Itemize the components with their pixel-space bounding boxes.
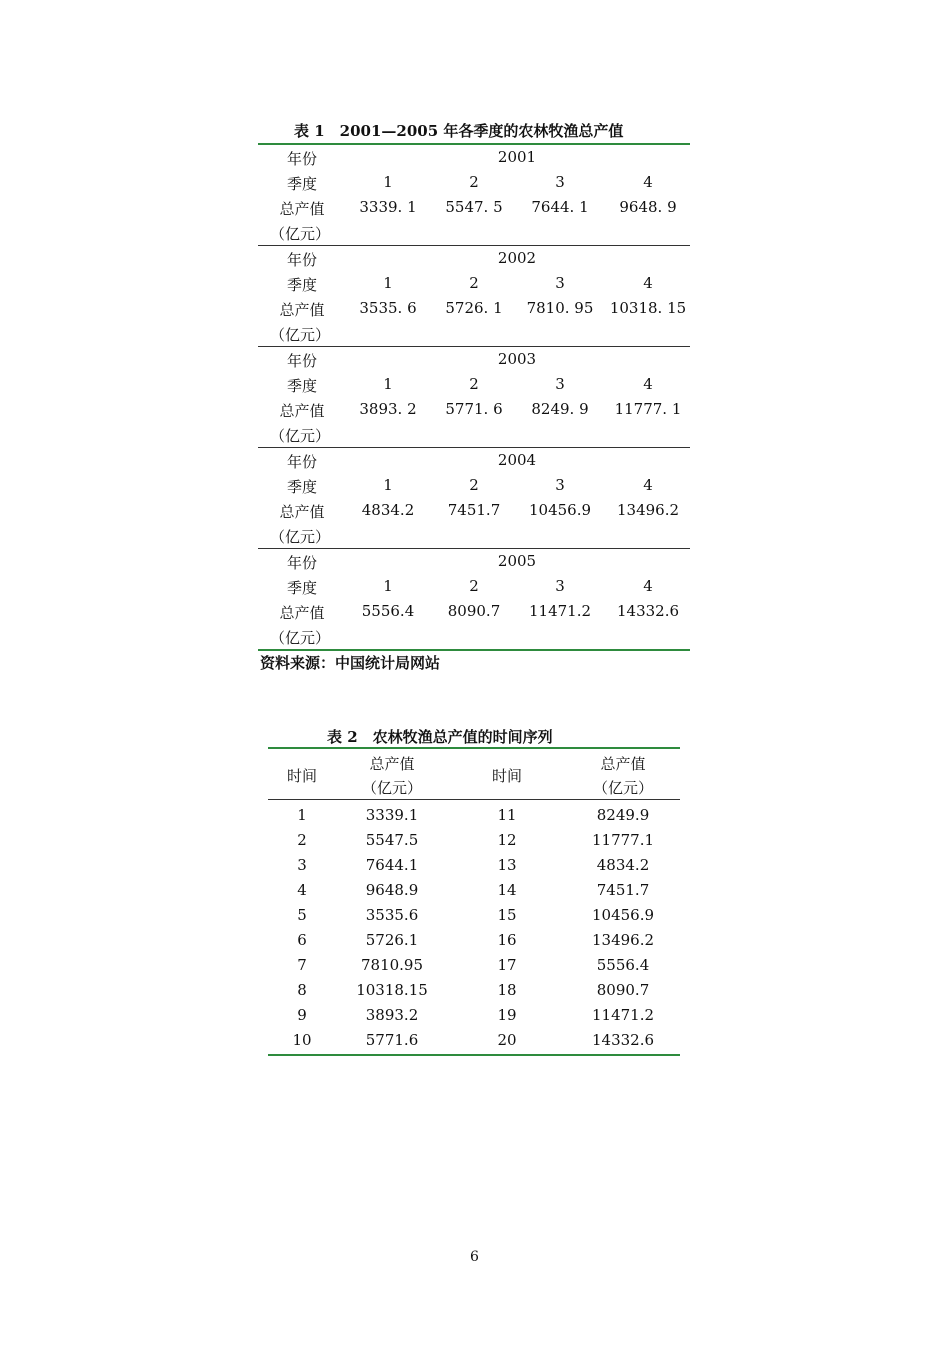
table1-unit-row [258, 624, 690, 649]
table2-cell: 3535.6 [365, 906, 419, 924]
table2-cell: 3 [297, 856, 307, 874]
table1-year-row [258, 246, 690, 271]
table2-header-output-1: 总产值 [369, 755, 415, 773]
table1-unit-row [258, 321, 690, 346]
quarter-number: 3 [555, 274, 565, 292]
table2-caption: 表 2 农林牧渔总产值的时间序列 [327, 728, 553, 746]
quarter-number: 3 [555, 173, 565, 191]
year-value: 2004 [497, 451, 537, 469]
output-value: 9648. 9 [619, 198, 677, 216]
table2-cell: 5 [297, 906, 307, 924]
quarter-number: 3 [555, 577, 565, 595]
output-value: 7451.7 [447, 501, 501, 519]
output-label: 总产值 [279, 503, 325, 521]
table2-header [268, 749, 680, 799]
output-value: 8090.7 [447, 602, 501, 620]
table1-year-block [258, 145, 690, 245]
table2-header-unit-2: （亿元） [592, 779, 653, 797]
output-value: 10318. 15 [609, 299, 687, 317]
output-label: 总产值 [279, 604, 325, 622]
quarter-number: 2 [469, 577, 479, 595]
table1-caption: 表 1 2001—2005 年各季度的农林牧渔总产值 [294, 122, 624, 140]
table2-cell: 10 [292, 1031, 312, 1049]
table2-cell: 18 [497, 981, 517, 999]
table1-quarter-row [258, 271, 690, 296]
table2-cell: 11 [497, 806, 517, 824]
table1-output-row [258, 296, 690, 321]
unit-label: （亿元） [269, 225, 330, 243]
table1-unit-row [258, 422, 690, 447]
quarter-number: 4 [643, 577, 653, 595]
table1-output-row [258, 397, 690, 422]
table2-cell: 1 [297, 806, 307, 824]
quarter-number: 4 [643, 274, 653, 292]
table2-bottom-rule [268, 1054, 680, 1056]
table2-row [268, 802, 680, 827]
table2-row [268, 827, 680, 852]
table2-cell: 8090.7 [596, 981, 650, 999]
table1-quarter-row [258, 473, 690, 498]
output-value: 3535. 6 [359, 299, 417, 317]
quarter-label: 季度 [286, 478, 317, 496]
table2-cell: 11471.2 [591, 1006, 655, 1024]
year-value: 2003 [497, 350, 537, 368]
table2-row [268, 877, 680, 902]
quarter-number: 1 [383, 577, 393, 595]
table1-year-block [258, 347, 690, 447]
table1-quarter-row [258, 574, 690, 599]
table2-header-time-2: 时间 [491, 767, 522, 785]
table2-cell: 7644.1 [365, 856, 419, 874]
table1 [258, 143, 690, 651]
table2-header-time-1: 时间 [286, 767, 317, 785]
table1-body [258, 145, 690, 649]
year-label: 年份 [286, 150, 317, 168]
table2-row [268, 852, 680, 877]
unit-label: （亿元） [269, 427, 330, 445]
year-label: 年份 [286, 352, 317, 370]
year-value: 2001 [497, 148, 537, 166]
output-value: 11777. 1 [614, 400, 682, 418]
table2-cell: 7451.7 [596, 881, 650, 899]
quarter-label: 季度 [286, 579, 317, 597]
unit-label: （亿元） [269, 629, 330, 647]
table2-row [268, 902, 680, 927]
quarter-number: 2 [469, 274, 479, 292]
table1-unit-row [258, 220, 690, 245]
table1-year-block [258, 246, 690, 346]
table2-cell: 16 [497, 931, 517, 949]
quarter-number: 4 [643, 173, 653, 191]
quarter-label: 季度 [286, 377, 317, 395]
output-value: 3339. 1 [359, 198, 417, 216]
table1-year-block [258, 448, 690, 548]
table1-output-row [258, 498, 690, 523]
table2-cell: 11777.1 [591, 831, 655, 849]
year-label: 年份 [286, 453, 317, 471]
table2-cell: 5771.6 [365, 1031, 419, 1049]
output-value: 5726. 1 [445, 299, 503, 317]
output-value: 5547. 5 [445, 198, 503, 216]
unit-label: （亿元） [269, 528, 330, 546]
output-value: 4834.2 [361, 501, 415, 519]
quarter-number: 1 [383, 476, 393, 494]
quarter-number: 1 [383, 375, 393, 393]
table2-cell: 17 [497, 956, 517, 974]
quarter-number: 3 [555, 476, 565, 494]
table2-cell: 14 [497, 881, 517, 899]
output-value: 11471.2 [528, 602, 592, 620]
output-value: 7810. 95 [526, 299, 594, 317]
table1-year-block [258, 549, 690, 649]
output-value: 13496.2 [616, 501, 680, 519]
table2-cell: 12 [497, 831, 517, 849]
table2-cell: 20 [497, 1031, 517, 1049]
table2 [268, 747, 680, 1056]
table1-quarter-row [258, 170, 690, 195]
table2-cell: 19 [497, 1006, 517, 1024]
table2-row [268, 1027, 680, 1052]
table2-cell: 3339.1 [365, 806, 419, 824]
table1-unit-row [258, 523, 690, 548]
table1-year-row [258, 448, 690, 473]
output-value: 7644. 1 [531, 198, 589, 216]
table2-cell: 8 [297, 981, 307, 999]
table1-quarter-row [258, 372, 690, 397]
year-value: 2002 [497, 249, 537, 267]
quarter-number: 2 [469, 476, 479, 494]
table1-source-note: 资料来源：中国统计局网站 [260, 654, 441, 672]
quarter-number: 2 [469, 375, 479, 393]
quarter-number: 4 [643, 476, 653, 494]
output-value: 8249. 9 [531, 400, 589, 418]
table2-cell: 13496.2 [591, 931, 655, 949]
output-label: 总产值 [279, 200, 325, 218]
table2-cell: 14332.6 [591, 1031, 655, 1049]
table1-year-row [258, 549, 690, 574]
table2-cell: 9 [297, 1006, 307, 1024]
output-value: 5771. 6 [445, 400, 503, 418]
table1-year-row [258, 347, 690, 372]
output-value: 14332.6 [616, 602, 680, 620]
table2-cell: 5726.1 [365, 931, 419, 949]
table2-header-output-2: 总产值 [600, 755, 646, 773]
output-value: 5556.4 [361, 602, 415, 620]
table2-cell: 2 [297, 831, 307, 849]
table2-body [268, 800, 680, 1052]
table2-cell: 15 [497, 906, 517, 924]
table2-cell: 13 [497, 856, 517, 874]
table2-cell: 10318.15 [356, 981, 428, 999]
table2-cell: 8249.9 [596, 806, 650, 824]
output-value: 3893. 2 [359, 400, 417, 418]
quarter-number: 1 [383, 173, 393, 191]
table2-cell: 5547.5 [365, 831, 419, 849]
year-value: 2005 [497, 552, 537, 570]
table2-row [268, 977, 680, 1002]
quarter-number: 1 [383, 274, 393, 292]
table1-output-row [258, 599, 690, 624]
table2-cell: 7810.95 [360, 956, 424, 974]
table2-cell: 5556.4 [596, 956, 650, 974]
table2-row [268, 952, 680, 977]
quarter-label: 季度 [286, 276, 317, 294]
quarter-label: 季度 [286, 175, 317, 193]
quarter-number: 2 [469, 173, 479, 191]
table1-bottom-rule [258, 649, 690, 651]
table2-row [268, 927, 680, 952]
table2-header-unit-1: （亿元） [361, 779, 422, 797]
unit-label: （亿元） [269, 326, 330, 344]
table2-cell: 4834.2 [596, 856, 650, 874]
output-label: 总产值 [279, 301, 325, 319]
page-number: 6 [470, 1249, 479, 1265]
table2-cell: 3893.2 [365, 1006, 419, 1024]
table2-cell: 4 [297, 881, 307, 899]
output-label: 总产值 [279, 402, 325, 420]
table1-output-row [258, 195, 690, 220]
output-value: 10456.9 [528, 501, 592, 519]
table2-cell: 6 [297, 931, 307, 949]
table2-cell: 9648.9 [365, 881, 419, 899]
table2-cell: 7 [297, 956, 307, 974]
quarter-number: 4 [643, 375, 653, 393]
year-label: 年份 [286, 251, 317, 269]
year-label: 年份 [286, 554, 317, 572]
table2-cell: 10456.9 [591, 906, 655, 924]
table1-year-row [258, 145, 690, 170]
quarter-number: 3 [555, 375, 565, 393]
table2-row [268, 1002, 680, 1027]
